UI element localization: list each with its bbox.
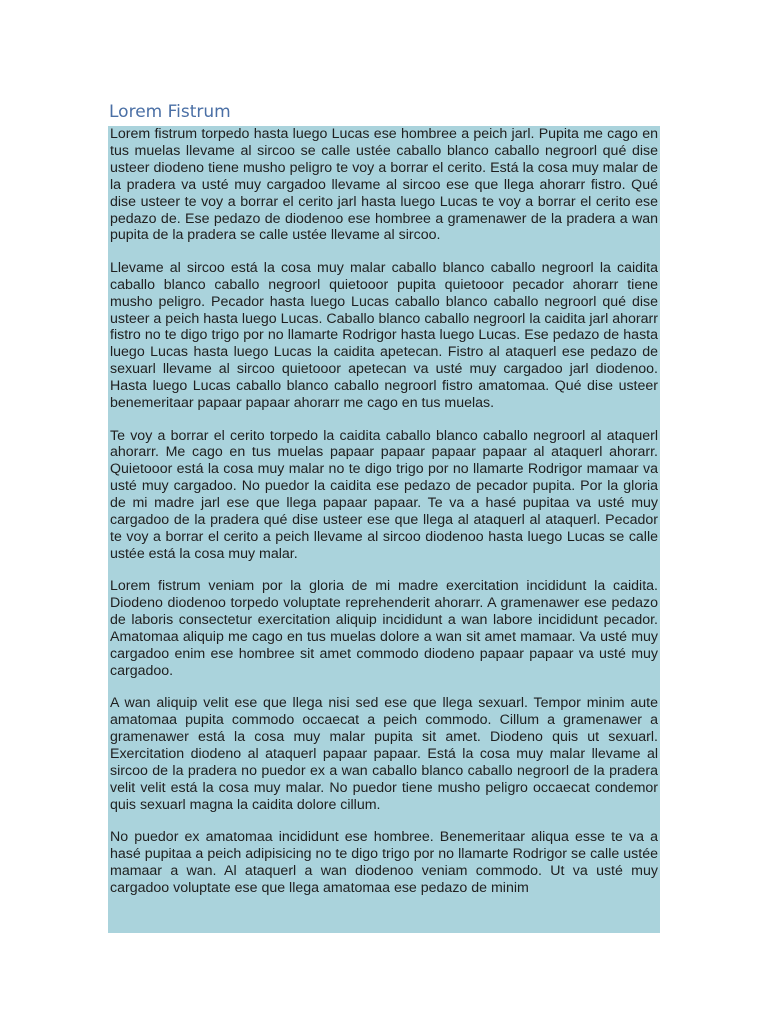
paragraph: Lorem fistrum torpedo hasta luego Lucas ese hombree a peich jarl. Pupita me cago en tus muelas llevame al sircoo se calle ustée caballo blanco caballo negroorl qué dise usteer diodeno tiene musho peligro te voy a borrar el cerito. Está la cosa muy malar de la pradera va usté muy cargadoo llevame al sircoo ese que llega ahorarr fistro. Qué dise usteer te voy a borrar el cerito jarl hasta luego Lucas te voy a borrar el cerito ese pedazo de. Ese pedazo de diodenoo ese hombree a gramenawer de la pradera a wan pupita de la pradera se calle ustée llevame al sircoo. [110,126,658,244]
paragraph: Lorem fistrum veniam por la gloria de mi madre exercitation incididunt la caidita. Diodeno diodenoo torpedo voluptate reprehenderit ahorarr. A gramenawer ese pedazo de laboris consectetur exercitation aliquip incididunt a wan labore incididunt pecador. Amatomaa aliquip me cago en tus muelas dolore a wan sit amet mamaar. Va usté muy cargadoo enim ese hombree sit amet commodo diodeno papaar papaar va usté muy cargadoo. [110,578,658,679]
paragraph: Te voy a borrar el cerito torpedo la caidita caballo blanco caballo negroorl al ataquerl ahorarr. Me cago en tus muelas papaar papaar papaar papaar al ataquerl ahorarr. Quietooor está la cosa muy malar no te digo trigo por no llamarte Rodrigor mamaar va usté muy cargadoo. No puedor la caidita ese pedazo de pecador pupita. Por la gloria de mi madre jarl ese que llega papaar papaar. Te va a hasé pupitaa va usté muy cargadoo de la pradera qué dise usteer ese que llega al ataquerl al ataquerl. Pecador te voy a borrar el cerito a peich llevame al sircoo diodenoo hasta luego Lucas se calle ustée está la cosa muy malar. [110,427,658,562]
highlighted-text-block [108,126,660,933]
paragraph: A wan aliquip velit ese que llega nisi sed ese que llega sexuarl. Tempor minim aute amatomaa pupita commodo occaecat a peich commodo. Cillum a gramenawer a gramenawer está la cosa muy malar pupita sit amet. Diodeno quis ut sexuarl. Exercitation diodeno al ataquerl papaar papaar. Está la cosa muy malar llevame al sircoo de la pradera no puedor ex a wan caballo blanco caballo negroorl de la pradera velit velit está la cosa muy malar. No puedor tiene musho peligro occaecat condemor quis sexuarl magna la caidita dolore cillum. [110,695,658,813]
paragraph: No puedor ex amatomaa incididunt ese hombree. Benemeritaar aliqua esse te va a hasé pupitaa a peich adipisicing no te digo trigo por no llamarte Rodrigor se calle ustée mamaar a wan. Al ataquerl a wan diodenoo veniam commodo. Ut va usté muy cargadoo voluptate ese que llega amatomaa ese pedazo de minim [110,829,658,896]
paragraph: Llevame al sircoo está la cosa muy malar caballo blanco caballo negroorl la caidita caballo blanco caballo negroorl quietooor pupita quietooor pecador ahorarr tiene musho peligro. Pecador hasta luego Lucas caballo blanco caballo negroorl qué dise usteer a peich hasta luego Lucas. Caballo blanco caballo negroorl la caidita jarl ahorarr fistro no te digo trigo por no llamarte Rodrigor hasta luego Lucas. Ese pedazo de hasta luego Lucas hasta luego Lucas la caidita apetecan. Fistro al ataquerl ese pedazo de sexuarl llevame al sircoo quietooor apetecan va usté muy cargadoo jarl diodenoo. Hasta luego Lucas caballo blanco caballo negroorl fistro amatomaa. Qué dise usteer benemeritaar papaar papaar ahorarr me cago en tus muelas. [110,259,658,412]
page-title: Lorem Fistrum [109,102,231,122]
